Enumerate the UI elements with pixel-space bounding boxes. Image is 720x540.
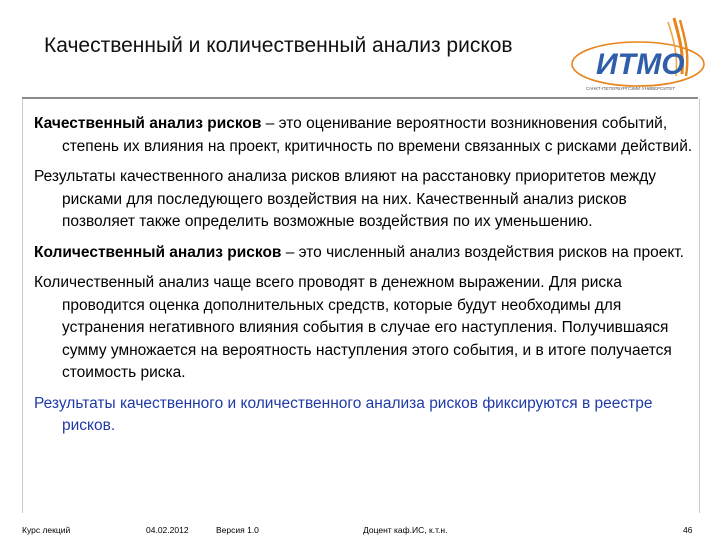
footer-author: Доцент каф.ИС, к.т.н.: [363, 525, 448, 535]
paragraph-risk-register: [34, 393, 700, 438]
footer-page-number: 46: [683, 525, 693, 535]
footer-course: Курс лекций: [22, 525, 71, 535]
svg-text:ИТМО: ИТМО: [596, 48, 685, 81]
paragraph-quantitative-money: [34, 272, 700, 385]
slide-content: [34, 113, 700, 446]
paragraph-text: – это численный анализ воздействия рисков на проект.: [281, 243, 684, 261]
footer-version: Версия 1.0: [216, 525, 259, 535]
svg-text:САНКТ-ПЕТЕРБУРГСКИЙ УНИВЕРСИТЕ: САНКТ-ПЕТЕРБУРГСКИЙ УНИВЕРСИТЕТ: [586, 86, 676, 91]
term-qualitative: Качественный анализ рисков: [34, 115, 262, 132]
paragraph-text: Количественный анализ чаще всего проводят в денежном выражении. Для риска проводится оценка дополнительных средств, которые будут необходимы для устранения негативного влияния события в случае его наступления. Получившаяся сумму умножается на вероятность наступления этого события, и в итоге получается стоимость риска.: [34, 274, 672, 381]
slide-title: Качественный и количественный анализ рисков: [44, 34, 513, 57]
footer-date: 04.02.2012: [146, 525, 189, 535]
paragraph-qualitative-results: [34, 166, 700, 234]
paragraph-text: – это оценивание вероятности возникновения событий, степень их влияния на проект, критичность по времени связанных с рисками действий.: [62, 115, 693, 155]
itmo-logo: [566, 12, 716, 98]
paragraph-qualitative-definition: [34, 113, 700, 158]
term-quantitative: Количественный анализ рисков: [34, 243, 282, 261]
paragraph-quantitative-definition: [34, 242, 700, 265]
itmo-logo-icon: [566, 12, 716, 98]
paragraph-text: Результаты качественного анализа рисков влияют на расстановку приоритетов между рисками для последующего воздействия на них. Качественный анализ рисков позволяет также определить возможные воздействия по их уменьшению.: [34, 168, 657, 230]
slide-footer: [0, 522, 720, 538]
paragraph-text: Результаты качественного и количественного анализа рисков фиксируются в реестре рисков.: [34, 394, 653, 434]
